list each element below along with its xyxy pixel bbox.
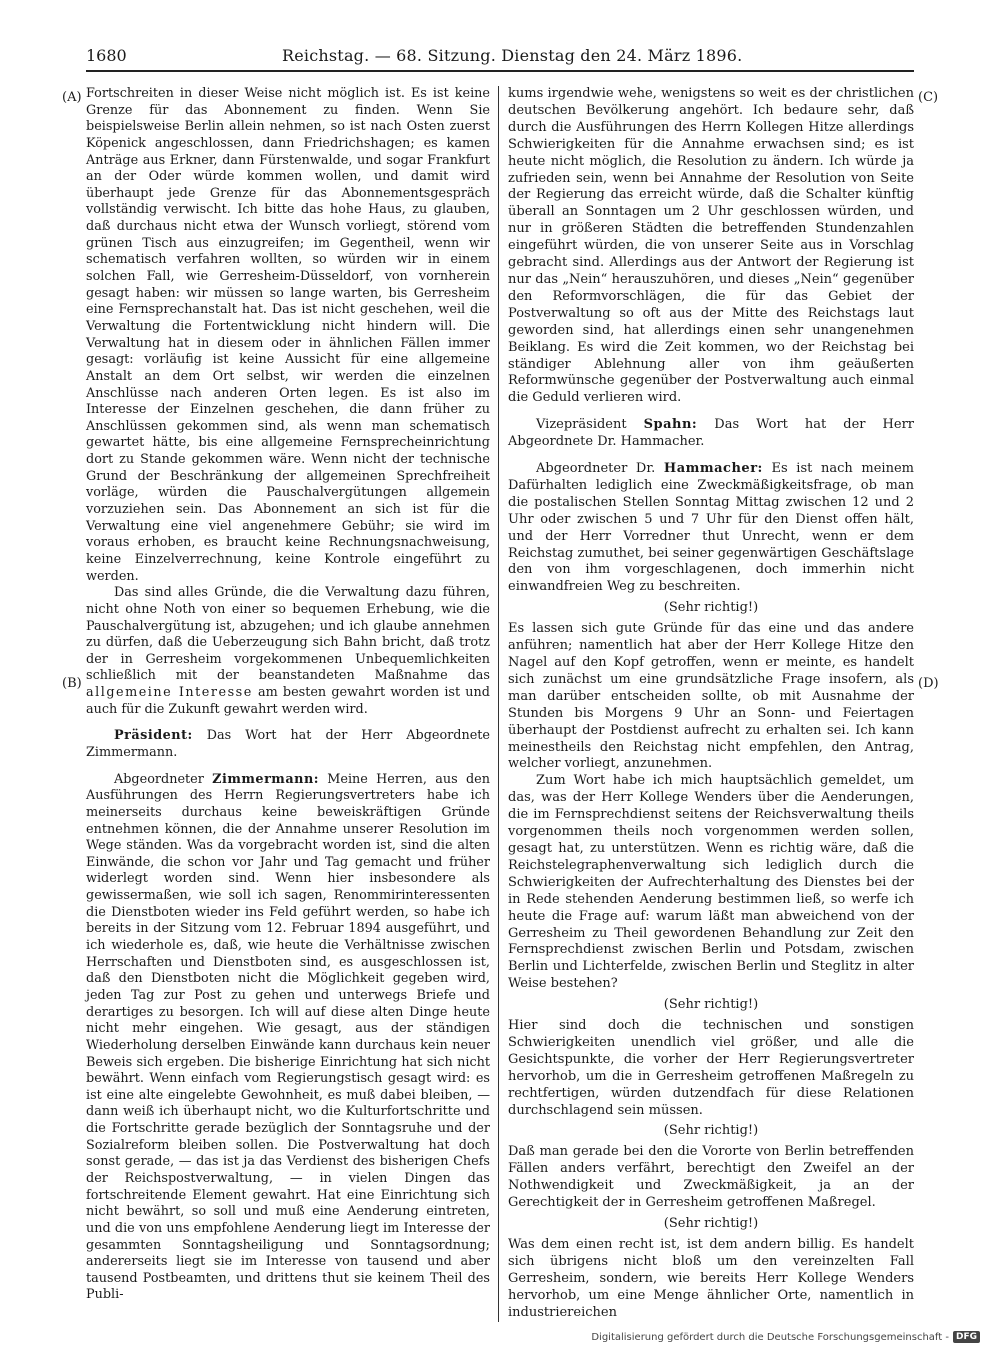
interjection: (Sehr richtig!) [663, 600, 759, 616]
speaker-name: Zimmermann: [212, 771, 319, 787]
paragraph: kums irgendwie wehe, wenigstens so weit es der christlichen deutschen Bevölkerung angehört. Ich bedaure sehr, daß durch die Ausführungen des Herrn Kollegen Hitze allerdings Schwierigkeiten für die Annahme erwachsen sind; es ist heute nicht möglich, die Resolution zu ändern. Ich würde ja zufrieden sein, wenn bei Annahme der Resolution von Seite der Regierung das erreicht würde, daß die Schalter künftig überall an Sonntagen um 2 Uhr geschlossen würden, und nur in größeren Städten die betreffenden Stundenzahlen eingeführt würden, die von unserer Seite aus in Vorschlag gebracht sind. Allerdings aus der Antwort der Regierung ist nur das „Nein“ herauszuhören, und dieses „Nein“ gegenüber den Reformvorschlägen, die für das Gebiet der Postverwaltung so oft aus der Mitte des Reichstags laut geworden sind, hat allerdings einen sehr unangenehmen Beiklang. Es wird die Zeit kommen, wo der Reichstag bei ständiger Ablehnung aller von ihm geäußerten Reformwünsche gegenüber der Postverwaltung auch einmal die Geduld verlieren wird. [508, 86, 914, 406]
interjection: (Sehr richtig!) [663, 997, 759, 1013]
interjection: (Sehr richtig!) [663, 1216, 759, 1231]
footer-credit [591, 1329, 980, 1345]
left-column [86, 86, 490, 1304]
margin-marker-d: (D) [918, 676, 939, 691]
speech-paragraph: Abgeordneter Dr. Hammacher: Es ist nach meinem Dafürhalten lediglich eine Zweckmäßigkeitsfrage, ob man die postalischen Stellen Sonntag Mittag zwischen 12 und 2 Uhr oder zwischen 5 und 7 Uhr für den Dienst offen hält, und der Herr Vorredner thut Unrecht, wenn er dem Reichstag zumuthet, bei seiner gegenwärtigen Geschäftslage den von ihm vorgeschlagenen, doch immerhin nicht einwandfreien Weg zu beschreiten. [508, 461, 914, 595]
speech-paragraph: Präsident: Das Wort hat der Herr Abgeordnete Zimmermann. [86, 728, 490, 760]
page-title: Reichstag. — 68. Sitzung. Dienstag den 24. März 1896. [282, 46, 743, 65]
right-column [508, 86, 914, 1321]
margin-marker-c: (C) [918, 90, 939, 105]
dfg-logo-icon: DFG [953, 1331, 980, 1343]
page-header [86, 44, 914, 68]
paragraph: Zum Wort habe ich mich hauptsächlich gemeldet, um das, was der Herr Kollege Wenders über die Aenderungen, die im Fernsprechdienst seitens der Reichsverwaltung theils vorgenommen theils noch vorgenommen werden sollen, gesagt hat, zu unterstützen. Wenn es richtig wäre, daß die Reichstelegraphenverwaltung sich lediglich durch die Schwierigkeiten der Aufrechterhaltung des Dienstes bei der in Rede stehenden Aenderung bestimmen ließ, so werfe ich heute die Frage auf: warum läßt man abweichend von der Gerresheim zu Theil gewordenen Behandlung zur Zeit den Fernsprechdienst zwischen Berlin und Potsdam, zwischen Berlin und Lichterfelde, zwischen Berlin und Steglitz in alter Weise bestehen? [508, 773, 914, 992]
paragraph: Fortschreiten in dieser Weise nicht möglich ist. Es ist keine Grenze für das Abonnement zu finden. Wenn Sie beispielsweise Berlin allein nehmen, so ist nach Osten zuerst Köpenick angeschlossen, dann Friedrichshagen; es kamen Anträge aus Erkner, dann Fürstenwalde, und sogar Frankfurt an der Oder würde kommen wollen, und damit wird überhaupt jede Grenze für das Abonnementsgespräch vollständig verwischt. Ich bitte das hohe Haus, zu glauben, daß durchaus nicht etwa der Wunsch vorliegt, störend vom grünen Tisch aus einzugreifen; im Gegentheil, wenn wir schematisch verfahren wollten, so würden wir in einem solchen Fall, wie Gerresheim-Düsseldorf, von vornherein gesagt haben: wir müssen so lange warten, bis Gerresheim eine Fernsprechanstalt hat. Das ist nicht geschehen, weil die Verwaltung die Fortentwicklung nicht hindern will. Die Verwaltung hat in diesem oder in ähnlichen Fällen immer gesagt: vorläufig ist keine Aussicht für eine allgemeine Anstalt an dem Ort selbst, wir werden die einzelnen Anschlüsse nach anderen Orten legen. Es ist also im Interesse der Einzelnen geschehen, die dann früher zu Anschlüssen gekommen sind, als wenn man schematisch gewartet hätte, bis eine allgemeine Fernsprecheinrichtung dort zu Stande gekommen wäre. Wenn nicht der technische Grund der Beschränkung der allgemeinen Sprechfreiheit vorläge, würden die Pauschalvergütungen allgemein vorzuziehen sein. Das Abonnement an sich ist für die Verwaltung eine viel angenehmere Gebühr; sie wird im voraus erhoben, es braucht keine Rechnungsnachweisung, keine Einzelverrechnung, keine Kontrole eingeführt zu werden. [86, 86, 490, 584]
column-divider [498, 86, 499, 1322]
speaker-name: Präsident: [114, 728, 193, 744]
speech-paragraph: Abgeordneter Zimmermann: Meine Herren, aus den Ausführungen des Herrn Regierungsvertreters habe ich meinerseits durchaus keine beweiskräftigen Gründe entnehmen können, die der Annahme unserer Resolution im Wege ständen. Was da vorgebracht worden ist, sind die alten Einwände, die schon vor Jahr und Tag gemacht und früher widerlegt worden sind. Wenn hier insbesondere als gewissermaßen, wie soll ich sagen, Renommirinteressenten die Dienstboten wieder ins Feld geführt werden, so habe ich bereits in der Sitzung vom 12. Februar 1894 ausgeführt, und ich wiederhole es, daß, wie heute die Verhältnisse zwischen Herrschaften und Dienstboten sind, es ausgeschlossen ist, daß den Dienstboten nicht die Möglichkeit gegeben wird, jeden Tag zur Post zu gehen und unterwegs Briefe und derartiges zu besorgen. Ich will auf diese alten Dinge heute nicht mehr eingehen. Wie gesagt, aus der ständigen Wiederholung derselben Einwände kann durchaus kein neuer Beweis sich ergeben. Die bisherige Einrichtung hat sich nicht bewährt. Wenn einfach vom Regierungstisch gesagt wird: es ist eine alte eingelebte Gewohnheit, es muß dabei bleiben, — dann weiß ich überhaupt nicht, wo die Kulturfortschritte und die Fortschritte gerade bezüglich der Sonntagsruhe und der Sozialreform bleiben sollen. Die Postverwaltung hat doch sonst gerade, — das ist ja das Verdienst des bisherigen Chefs der Reichspostverwaltung, — in vielen Dingen das fortschreitende Element gewahrt. Hat eine Einrichtung sich nicht bewährt, so soll und muß eine Aenderung eintreten, und die von uns empfohlene Aenderung liegt im Interesse der gesammten Sonntagsheiligung und Sonntagsordnung; andererseits liegt sie im Interesse von tausend und aber tausend Postbeamten, und drittens thut sie keinem Theil des Publi- [86, 771, 490, 1303]
margin-marker-a: (A) [62, 90, 82, 105]
paragraph: Es lassen sich gute Gründe für das eine und das andere anführen; namentlich hat aber der Herr Kollege Hitze den Nagel auf den Kopf getroffen, wenn er meinte, es handelt sich zunächst um eine grundsätzliche Frage insofern, als man darüber entscheiden sollte, ob mit Ausnahme der Stunden bis Morgens 9 Uhr an Sonn- und Feiertagen überhaupt der Postdienst aufrecht zu erhalten sei. Ich kann meinestheils den Reichstag nicht empfehlen, den Antrag, welcher vorliegt, anzunehmen. [508, 621, 914, 772]
margin-marker-b: (B) [62, 676, 82, 691]
paragraph: Was dem einen recht ist, ist dem andern billig. Es handelt sich übrigens nicht bloß um den vereinzelten Fall Gerresheim, sondern, wie bereits Herr Kollege Wenders hervorhob, um eine Menge ähnlicher Orte, namentlich in industriereichen [508, 1236, 914, 1320]
speaker-name: Spahn: [643, 417, 698, 433]
header-rule [86, 70, 914, 72]
emphasis: allgemeine Interesse [86, 685, 253, 701]
page-number: 1680 [86, 46, 127, 65]
paragraph: Hier sind doch die technischen und sonstigen Schwierigkeiten unendlich viel größer, und alle die Gesichtspunkte, die vorher der Herr Regierungsvertreter hervorhob, um die in Gerresheim getroffenen Maßregeln zu rechtfertigen, würden dutzendfach für diese Relationen durchschlagend sein müssen. [508, 1018, 914, 1118]
paragraph: Daß man gerade bei den die Vororte von Berlin betreffenden Fällen anders verfährt, berechtigt den Zweifel an der Nothwendigkeit und Zweckmäßigkeit, ja an der Gerechtigkeit der in Gerresheim getroffenen Maßregel. [508, 1144, 914, 1211]
footer-text: Digitalisierung gefördert durch die Deutsche Forschungsgemeinschaft - [591, 1331, 949, 1343]
speech-paragraph: Vizepräsident Spahn: Das Wort hat der Herr Abgeordnete Dr. Hammacher. [508, 417, 914, 450]
paragraph: Das sind alles Gründe, die die Verwaltung dazu führen, nicht ohne Noth von einer so bequemen Erhebung, wie die Pauschalvergütung ist, abzugehen; und ich glaube annehmen zu dürfen, daß die Ueberzeugung sich Bahn bricht, daß trotz der in Gerresheim vorgekommenen Unbequemlichkeiten schließlich mit der beanstandeten Maßnahme das allgemeine Interesse am besten gewahrt worden ist und auch für die Zukunft gewahrt werden wird. [86, 585, 490, 717]
speaker-name: Hammacher: [663, 461, 763, 477]
interjection: (Sehr richtig!) [663, 1123, 759, 1139]
